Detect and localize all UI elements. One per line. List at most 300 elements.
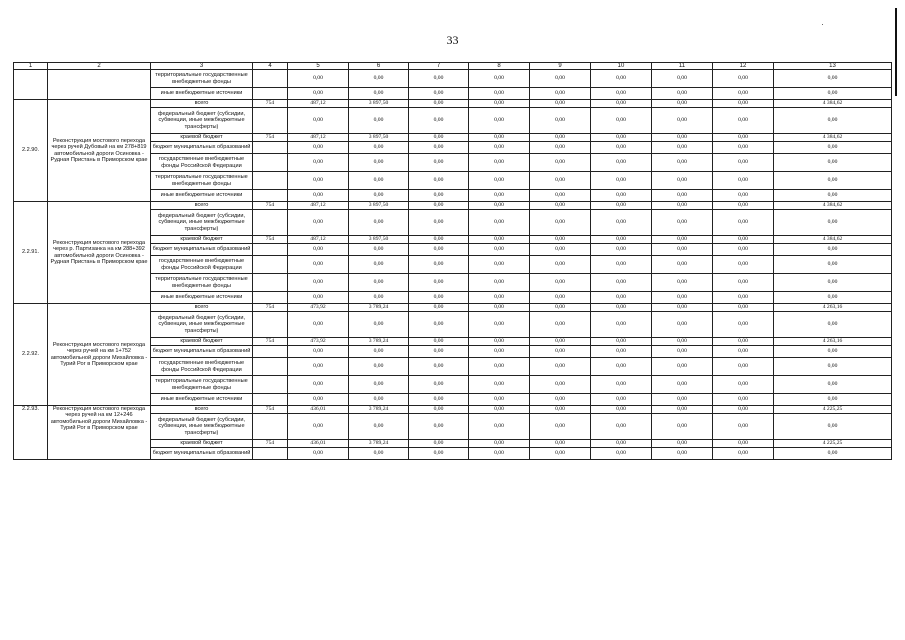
value-cell: 0,00 [591,346,652,358]
gr-code-cell [253,448,288,460]
value-cell: 0,00 [652,236,713,244]
value-cell: 0,00 [288,448,349,460]
value-cell: 0,00 [652,406,713,414]
value-cell: 0,00 [288,88,349,100]
value-cell: 0,00 [409,88,469,100]
funding-source-cell: иные внебюджетные источники [151,394,253,406]
value-cell: 0,00 [774,448,892,460]
value-cell: 0,00 [409,358,469,376]
value-cell: 0,00 [774,292,892,304]
value-cell: 0,00 [288,394,349,406]
value-cell: 0,00 [469,100,530,108]
value-cell: 0,00 [652,448,713,460]
value-cell: 0,00 [469,190,530,202]
value-cell: 0,00 [409,312,469,338]
value-cell: 0,00 [591,236,652,244]
value-cell: 0,00 [713,190,774,202]
value-cell: 0,00 [713,70,774,88]
value-cell: 0,00 [288,154,349,172]
value-cell: 0,00 [530,358,591,376]
column-header: 6 [349,63,409,70]
value-cell: 0,00 [409,154,469,172]
value-cell: 0,00 [349,394,409,406]
gr-code-cell [253,88,288,100]
value-cell: 0,00 [530,346,591,358]
value-cell: 0,00 [469,274,530,292]
value-cell: 4 384,62 [774,236,892,244]
value-cell: 0,00 [774,210,892,236]
value-cell: 0,00 [530,108,591,134]
value-cell: 0,00 [469,210,530,236]
value-cell: 0,00 [652,338,713,346]
value-cell: 0,00 [652,244,713,256]
value-cell: 0,00 [774,108,892,134]
value-cell: 4 263,16 [774,338,892,346]
value-cell: 0,00 [713,346,774,358]
value-cell: 0,00 [652,88,713,100]
value-cell: 0,00 [469,312,530,338]
value-cell: 3 789,24 [349,304,409,312]
value-cell: 0,00 [288,190,349,202]
value-cell: 0,00 [349,292,409,304]
value-cell: 0,00 [469,448,530,460]
value-cell: 0,00 [349,142,409,154]
value-cell: 0,00 [349,154,409,172]
value-cell: 4 384,62 [774,100,892,108]
value-cell: 0,00 [652,304,713,312]
value-cell: 0,00 [774,312,892,338]
value-cell: 0,00 [652,312,713,338]
gr-code-cell [253,154,288,172]
value-cell: 0,00 [652,256,713,274]
value-cell: 0,00 [713,108,774,134]
gr-code-cell [253,292,288,304]
value-cell: 0,00 [591,312,652,338]
value-cell: 436,01 [288,440,349,448]
value-cell: 0,00 [652,440,713,448]
value-cell: 0,00 [469,88,530,100]
value-cell: 0,00 [530,376,591,394]
value-cell: 0,00 [530,236,591,244]
value-cell: 0,00 [774,256,892,274]
value-cell: 0,00 [469,108,530,134]
value-cell: 4 225,25 [774,406,892,414]
value-cell: 0,00 [652,190,713,202]
value-cell: 0,00 [288,70,349,88]
value-cell: 0,00 [530,292,591,304]
value-cell: 3 789,24 [349,338,409,346]
value-cell: 0,00 [530,70,591,88]
value-cell: 0,00 [774,88,892,100]
value-cell: 3 789,24 [349,440,409,448]
value-cell: 0,00 [713,394,774,406]
value-cell: 0,00 [409,292,469,304]
value-cell: 0,00 [652,202,713,210]
value-cell: 0,00 [652,154,713,172]
value-cell: 0,00 [530,154,591,172]
value-cell: 0,00 [652,274,713,292]
gr-code-cell [253,346,288,358]
gr-code-cell: 754 [253,440,288,448]
value-cell: 0,00 [530,100,591,108]
funding-source-cell: бюджет муниципальных образований [151,244,253,256]
value-cell: 0,00 [774,414,892,440]
value-cell: 0,00 [591,440,652,448]
value-cell: 0,00 [713,414,774,440]
column-header: 7 [409,63,469,70]
value-cell: 0,00 [288,312,349,338]
value-cell: 0,00 [288,414,349,440]
gr-code-cell: 754 [253,134,288,142]
value-cell: 0,00 [349,312,409,338]
value-cell: 487,12 [288,134,349,142]
value-cell: 0,00 [530,88,591,100]
value-cell: 0,00 [288,256,349,274]
value-cell: 0,00 [652,70,713,88]
value-cell: 0,00 [652,142,713,154]
value-cell: 0,00 [591,376,652,394]
value-cell: 0,00 [530,394,591,406]
funding-source-cell: территориальные государственные внебюджетные фонды [151,376,253,394]
gr-code-cell [253,108,288,134]
funding-source-cell: бюджет муниципальных образований [151,346,253,358]
value-cell: 0,00 [530,440,591,448]
value-cell: 0,00 [530,210,591,236]
value-cell: 0,00 [469,236,530,244]
page-edge-mark [895,8,897,96]
gr-code-cell [253,376,288,394]
value-cell: 0,00 [713,172,774,190]
value-cell: 0,00 [713,154,774,172]
column-header: 9 [530,63,591,70]
value-cell: 0,00 [288,210,349,236]
value-cell: 0,00 [652,134,713,142]
funding-source-cell: всего [151,304,253,312]
value-cell: 0,00 [349,244,409,256]
value-cell: 0,00 [409,244,469,256]
value-cell: 0,00 [713,210,774,236]
value-cell: 0,00 [591,292,652,304]
value-cell: 0,00 [591,406,652,414]
value-cell: 0,00 [288,108,349,134]
value-cell: 0,00 [530,244,591,256]
value-cell: 0,00 [409,190,469,202]
value-cell: 0,00 [713,88,774,100]
value-cell: 3 897,50 [349,202,409,210]
value-cell: 0,00 [591,100,652,108]
value-cell: 0,00 [713,100,774,108]
item-number-cell: 2.2.93. [14,406,48,460]
value-cell: 0,00 [288,142,349,154]
value-cell: 0,00 [409,338,469,346]
value-cell: 0,00 [652,292,713,304]
value-cell: 0,00 [530,134,591,142]
value-cell: 0,00 [591,70,652,88]
value-cell: 0,00 [713,312,774,338]
value-cell: 0,00 [469,414,530,440]
value-cell: 0,00 [774,244,892,256]
value-cell: 0,00 [409,346,469,358]
value-cell: 4 384,62 [774,134,892,142]
value-cell: 0,00 [530,304,591,312]
funding-source-cell: иные внебюджетные источники [151,88,253,100]
value-cell: 0,00 [469,358,530,376]
value-cell: 0,00 [652,172,713,190]
value-cell: 0,00 [591,274,652,292]
table-row [14,406,892,414]
value-cell: 0,00 [591,448,652,460]
value-cell: 0,00 [774,172,892,190]
value-cell: 0,00 [349,88,409,100]
budget-table [13,62,892,460]
value-cell: 0,00 [409,142,469,154]
value-cell: 0,00 [469,142,530,154]
value-cell: 0,00 [591,394,652,406]
empty-id-cell [14,70,48,100]
column-header: 13 [774,63,892,70]
value-cell: 0,00 [409,394,469,406]
value-cell: 0,00 [591,172,652,190]
project-name-cell: Реконструкция мостового перехода через ручей на км 12+246 автомобильной дороги Михайловка - Турий Рог в Приморском крае [48,406,151,460]
value-cell: 0,00 [469,338,530,346]
funding-source-cell: краевой бюджет [151,236,253,244]
value-cell: 0,00 [774,376,892,394]
item-number-cell: 2.2.90. [14,100,48,202]
value-cell: 0,00 [349,358,409,376]
gr-code-cell: 754 [253,338,288,346]
value-cell: 0,00 [652,100,713,108]
value-cell: 0,00 [774,70,892,88]
value-cell: 4 225,25 [774,440,892,448]
value-cell: 0,00 [469,304,530,312]
funding-source-cell: федеральный бюджет (субсидии, субвенции, иные межбюджетные трансферты) [151,210,253,236]
value-cell: 0,00 [469,440,530,448]
column-header: 10 [591,63,652,70]
table-row [14,304,892,312]
funding-source-cell: краевой бюджет [151,134,253,142]
value-cell: 0,00 [774,394,892,406]
gr-code-cell [253,256,288,274]
value-cell: 4 384,62 [774,202,892,210]
table-body [14,70,892,460]
value-cell: 0,00 [652,358,713,376]
value-cell: 0,00 [349,210,409,236]
value-cell: 0,00 [713,292,774,304]
funding-source-cell: территориальные государственные внебюджетные фонды [151,274,253,292]
value-cell: 0,00 [591,142,652,154]
value-cell: 0,00 [652,346,713,358]
value-cell: 0,00 [591,202,652,210]
gr-code-cell [253,70,288,88]
gr-code-cell [253,210,288,236]
value-cell: 0,00 [349,414,409,440]
value-cell: 0,00 [652,376,713,394]
value-cell: 0,00 [591,108,652,134]
funding-source-cell: краевой бюджет [151,440,253,448]
value-cell: 0,00 [349,448,409,460]
value-cell: 0,00 [409,202,469,210]
value-cell: 0,00 [713,274,774,292]
value-cell: 473,92 [288,304,349,312]
column-header: 2 [48,63,151,70]
value-cell: 0,00 [349,274,409,292]
value-cell: 0,00 [591,338,652,346]
value-cell: 0,00 [774,142,892,154]
value-cell: 0,00 [774,358,892,376]
value-cell: 0,00 [288,358,349,376]
gr-code-cell: 754 [253,100,288,108]
funding-source-cell: всего [151,406,253,414]
value-cell: 0,00 [713,358,774,376]
funding-source-cell: всего [151,100,253,108]
value-cell: 0,00 [469,70,530,88]
value-cell: 0,00 [469,394,530,406]
gr-code-cell [253,172,288,190]
empty-name-cell [48,70,151,100]
funding-source-cell: федеральный бюджет (субсидии, субвенции, иные межбюджетные трансферты) [151,312,253,338]
funding-source-cell: государственные внебюджетные фонды Российской Федерации [151,154,253,172]
value-cell: 3 897,50 [349,100,409,108]
table-row [14,70,892,88]
value-cell: 0,00 [288,172,349,190]
page-number: 33 [446,33,459,47]
value-cell: 0,00 [774,190,892,202]
funding-source-cell: федеральный бюджет (субсидии, субвенции, иные межбюджетные трансферты) [151,108,253,134]
value-cell: 0,00 [530,312,591,338]
value-cell: 0,00 [288,274,349,292]
funding-source-cell: всего [151,202,253,210]
value-cell: 0,00 [591,414,652,440]
funding-source-cell: бюджет муниципальных образований [151,448,253,460]
value-cell: 0,00 [530,202,591,210]
value-cell: 0,00 [349,108,409,134]
column-header: 1 [14,63,48,70]
funding-source-cell: федеральный бюджет (субсидии, субвенции, иные межбюджетные трансферты) [151,414,253,440]
table-row [14,100,892,108]
value-cell: 0,00 [530,406,591,414]
value-cell: 0,00 [409,406,469,414]
gr-code-cell [253,358,288,376]
value-cell: 0,00 [530,414,591,440]
value-cell: 0,00 [591,154,652,172]
value-cell: 0,00 [591,256,652,274]
value-cell: 0,00 [713,202,774,210]
value-cell: 4 263,16 [774,304,892,312]
value-cell: 0,00 [652,108,713,134]
value-cell: 0,00 [774,154,892,172]
value-cell: 0,00 [288,346,349,358]
value-cell: 3 897,50 [349,236,409,244]
table-header-row [14,63,892,70]
value-cell: 0,00 [774,346,892,358]
value-cell: 0,00 [713,134,774,142]
value-cell: 0,00 [469,406,530,414]
value-cell: 436,01 [288,406,349,414]
value-cell: 0,00 [713,142,774,154]
value-cell: 0,00 [652,414,713,440]
gr-code-cell: 754 [253,406,288,414]
value-cell: 0,00 [591,244,652,256]
value-cell: 0,00 [713,376,774,394]
value-cell: 0,00 [409,414,469,440]
value-cell: 0,00 [409,236,469,244]
value-cell: 0,00 [469,376,530,394]
funding-source-cell: государственные внебюджетные фонды Российской Федерации [151,256,253,274]
value-cell: 0,00 [349,172,409,190]
value-cell: 473,92 [288,338,349,346]
project-name-cell: Реконструкция мостового перехода через ручей на км 1+752 автомобильной дороги Михайловка - Турий Рог в Приморском крае [48,304,151,406]
value-cell: 0,00 [409,70,469,88]
value-cell: 0,00 [469,172,530,190]
gr-code-cell [253,142,288,154]
gr-code-cell: 754 [253,304,288,312]
value-cell: 0,00 [530,190,591,202]
value-cell: 0,00 [409,100,469,108]
gr-code-cell [253,414,288,440]
column-header: 3 [151,63,253,70]
value-cell: 3 789,24 [349,406,409,414]
value-cell: 0,00 [591,134,652,142]
value-cell: 0,00 [409,172,469,190]
value-cell: 0,00 [591,304,652,312]
value-cell: 0,00 [349,256,409,274]
value-cell: 3 897,50 [349,134,409,142]
value-cell: 0,00 [469,346,530,358]
value-cell: 0,00 [713,304,774,312]
value-cell: 0,00 [409,274,469,292]
value-cell: 0,00 [349,346,409,358]
value-cell: 0,00 [469,256,530,274]
scan-speck [822,24,823,25]
value-cell: 0,00 [713,244,774,256]
value-cell: 0,00 [349,190,409,202]
value-cell: 0,00 [409,134,469,142]
value-cell: 0,00 [409,304,469,312]
column-header: 4 [253,63,288,70]
column-header: 5 [288,63,349,70]
gr-code-cell [253,394,288,406]
value-cell: 0,00 [409,256,469,274]
value-cell: 0,00 [409,440,469,448]
funding-source-cell: территориальные государственные внебюджетные фонды [151,172,253,190]
value-cell: 0,00 [409,376,469,394]
gr-code-cell [253,244,288,256]
column-header: 11 [652,63,713,70]
gr-code-cell [253,274,288,292]
gr-code-cell: 754 [253,236,288,244]
funding-source-cell: государственные внебюджетные фонды Российской Федерации [151,358,253,376]
value-cell: 0,00 [469,154,530,172]
value-cell: 0,00 [530,172,591,190]
funding-source-cell: бюджет муниципальных образований [151,142,253,154]
gr-code-cell: 754 [253,202,288,210]
value-cell: 0,00 [591,358,652,376]
value-cell: 0,00 [530,448,591,460]
value-cell: 0,00 [530,274,591,292]
value-cell: 0,00 [288,376,349,394]
value-cell: 0,00 [469,244,530,256]
column-header: 8 [469,63,530,70]
value-cell: 0,00 [713,448,774,460]
value-cell: 0,00 [288,244,349,256]
value-cell: 0,00 [409,448,469,460]
value-cell: 487,12 [288,236,349,244]
value-cell: 0,00 [469,292,530,304]
project-name-cell: Реконструкция мостового перехода через ручей Дубовый на км 278+819 автомобильной дороги Осиновка - Рудная Пристань в Приморском крае [48,100,151,202]
value-cell: 0,00 [530,142,591,154]
value-cell: 487,12 [288,202,349,210]
value-cell: 0,00 [652,210,713,236]
